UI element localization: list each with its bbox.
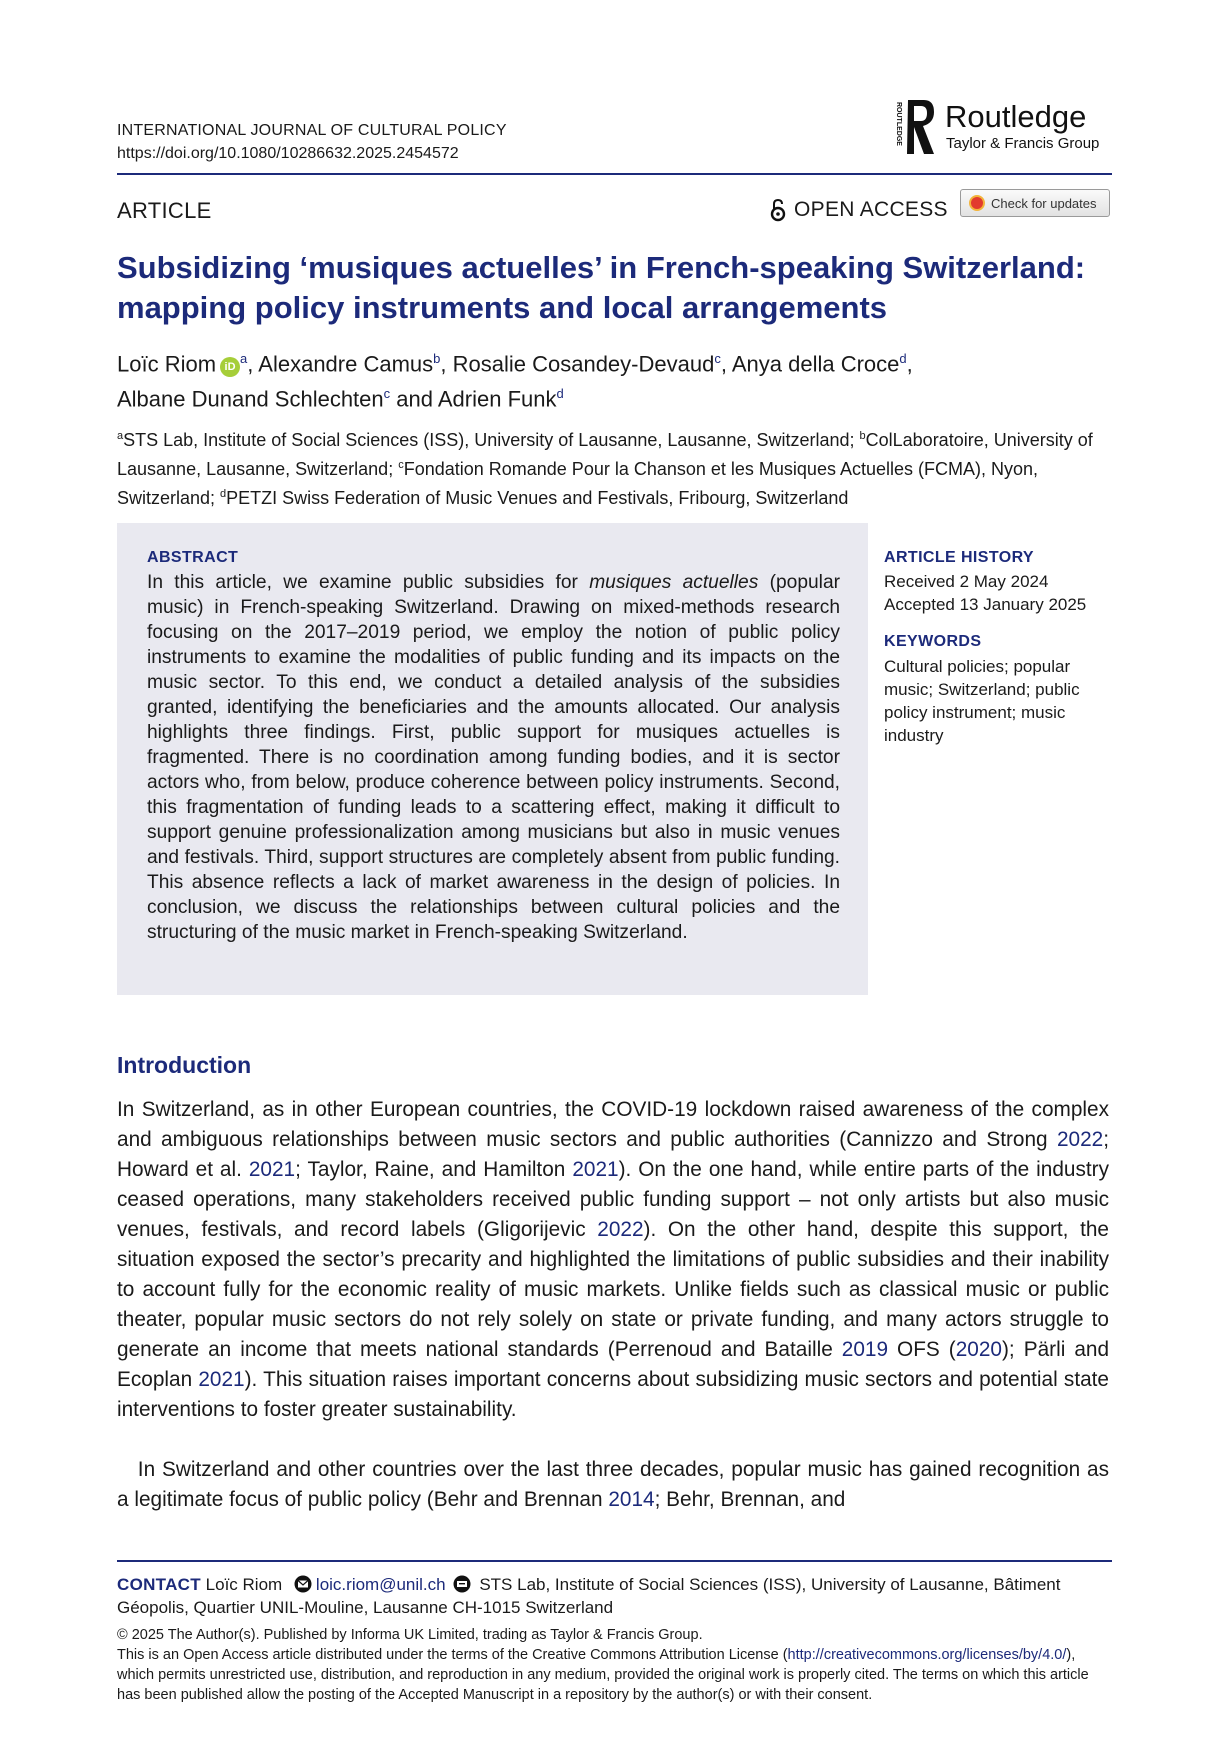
- publisher-name: Routledge: [945, 99, 1087, 134]
- affiliations: [117, 424, 1117, 511]
- author-name[interactable]: , Rosalie Cosandey-Devaud: [440, 351, 715, 377]
- citation-link[interactable]: 2020: [955, 1338, 1002, 1361]
- abstract-text: In this article, we examine public subsidies for musiques actuelles (popular music) in French-speaking Switzerland. Drawing on mixed-methods research focusing on the 2017–2019 period, we employ the notion of public policy instruments to examine the modalities of public funding and its impacts on the music sector. To this end, we conduct a detailed analysis of the subsidies granted, identifying the beneficiaries and the amounts allocated. Our analysis highlights three findings. First, public support for musiques actuelles is fragmented. There is no coordination among funding bodies, and it is sector actors who, from below, produce coherence between policy instruments. Second, this fragmentation of funding leads to a scattering effect, making it difficult to support genuine professionalization among musicians but also in music venues and festivals. Third, support structures are completely absent from public funding. This absence reflects a lack of market awareness in the design of policies. In conclusion, we discuss the relationships between cultural policies and the structuring of the music market in French-speaking Switzerland.: [147, 572, 841, 943]
- citation-link[interactable]: 2022: [597, 1218, 644, 1241]
- publisher-logo[interactable]: [890, 96, 1112, 160]
- affil-marker: a: [117, 430, 124, 442]
- email-link[interactable]: loic.riom@unil.ch: [315, 1575, 446, 1594]
- check-updates-label: Check for updates: [991, 195, 1097, 211]
- citation-link[interactable]: 2014: [608, 1488, 655, 1511]
- license-text: This is an Open Access article distributed under the terms of the Creative Commons Attribution License (http://creativecommons.org/licenses/by/4.0/), which permits unrestricted use, distribution, and reproduction in any medium, provided the original work is properly cited. The terms on which this article has been published allow the posting of the Accepted Manuscript in a repository by the author(s) or with their consent.: [117, 1647, 1089, 1703]
- affil-marker: c: [714, 351, 721, 366]
- address-icon: [452, 1575, 472, 1593]
- article-title: [117, 248, 1117, 328]
- intro-paragraph-2: In Switzerland and other countries over the last three decades, popular music has gained recognition as a legitimate focus of public policy (Behr and Brennan 2014; Behr, Brennan, and: [117, 1458, 1109, 1511]
- affil-marker: d: [220, 488, 227, 500]
- affil-marker: b: [433, 351, 441, 366]
- contact-name: Loïc Riom: [200, 1575, 287, 1594]
- citation-link[interactable]: 2021: [198, 1368, 245, 1391]
- article-type: ARTICLE: [117, 198, 212, 223]
- orcid-icon[interactable]: iD: [220, 357, 240, 377]
- doi-link[interactable]: https://doi.org/10.1080/10286632.2025.2454572: [117, 145, 459, 162]
- open-lock-icon: [770, 198, 786, 222]
- title-line-2: mapping policy instruments and local arrangements: [117, 290, 888, 325]
- author-name[interactable]: , Alexandre Camus: [247, 351, 434, 377]
- abstract-heading: ABSTRACT: [147, 549, 239, 566]
- publisher-group: Taylor & Francis Group: [946, 135, 1100, 152]
- email-icon: [293, 1575, 313, 1593]
- affil-marker: d: [556, 386, 564, 402]
- crossmark-icon: [969, 195, 985, 211]
- history-heading: ARTICLE HISTORY: [884, 549, 1035, 566]
- contact-block: [117, 1573, 1117, 1619]
- copyright: © 2025 The Author(s). Published by Informa UK Limited, trading as Taylor & Francis Group.: [117, 1627, 703, 1643]
- keywords-text: Cultural policies; popular music; Switzerland; public policy instrument; music industry: [884, 657, 1080, 745]
- affil-marker: c: [398, 459, 404, 471]
- author-name[interactable]: Loïc Riom: [117, 351, 217, 377]
- received-date: Received 2 May 2024: [884, 572, 1049, 591]
- author-name[interactable]: and Adrien Funk: [390, 386, 557, 412]
- title-line-1: Subsidizing ‘musiques actuelles’ in French-speaking Switzerland:: [117, 250, 1086, 285]
- routledge-logo-icon: [890, 96, 936, 160]
- author-name[interactable]: , Anya della Croce: [720, 351, 900, 377]
- author-list: [117, 344, 1117, 415]
- citation-link[interactable]: 2021: [572, 1158, 619, 1181]
- section-heading-introduction: Introduction: [117, 1052, 252, 1078]
- open-access-label: OPEN ACCESS: [794, 198, 948, 221]
- check-updates-button[interactable]: [960, 189, 1110, 217]
- logo-vertical-text: ROUTLEDGE: [895, 102, 902, 146]
- open-access-badge: [770, 196, 948, 224]
- author-separator: ,: [906, 351, 913, 377]
- citation-link[interactable]: 2022: [1056, 1128, 1104, 1151]
- citation-link[interactable]: 2019: [841, 1338, 889, 1361]
- footer-rule: [117, 1560, 1112, 1562]
- intro-paragraph-1: In Switzerland, as in other European countries, the COVID-19 lockdown raised awareness of the complex and ambiguous relationships between music sectors and public authorities (Cannizzo and Strong 2022; Howard et al. 2021; Taylor, Raine, and Hamilton 2021). On the one hand, while entire parts of the industry ceased operations, many stakeholders received public funding support – not only artists but also music venues, festivals, and record labels (Gligorijevic 2022). On the other hand, despite this support, the situation exposed the sector’s precarity and highlighted the limitations of public subsidies and their inability to account fully for the economic reality of music markets. Unlike fields such as classical music or public theater, popular music sectors do not rely solely on state or private funding, and many actors struggle to generate an income that meets national standards (Perrenoud and Bataille 2019 OFS (2020); Pärli and Ecoplan 2021). This situation raises important concerns about subsidizing music sectors and potential state interventions to foster greater sustainability.: [117, 1098, 1110, 1421]
- accepted-date: Accepted 13 January 2025: [884, 595, 1087, 614]
- affil-marker: a: [240, 351, 248, 366]
- author-name[interactable]: Albane Dunand Schlechten: [117, 386, 384, 412]
- affil-marker: c: [383, 386, 391, 402]
- journal-name: INTERNATIONAL JOURNAL OF CULTURAL POLICY: [117, 122, 507, 139]
- contact-label: CONTACT: [117, 1575, 201, 1594]
- affiliation-text: Fondation Romande Pour la Chanson et les Musiques Actuelles (FCMA), Nyon, Switzerland;: [117, 459, 1039, 508]
- citation-link[interactable]: 2021: [248, 1158, 296, 1181]
- affiliation-text: ColLaboratoire, University of Lausanne, Lausanne, Switzerland;: [117, 430, 1093, 479]
- affil-marker: b: [859, 430, 866, 442]
- affiliation-text: PETZI Swiss Federation of Music Venues and Festivals, Fribourg, Switzerland: [226, 488, 849, 508]
- contact-address: STS Lab, Institute of Social Sciences (ISS), University of Lausanne, Bâtiment Géopolis, Quartier UNIL-Mouline, Lausanne CH-1015 Switzerland: [117, 1575, 1061, 1617]
- keywords-heading: KEYWORDS: [884, 633, 982, 650]
- affil-marker: d: [899, 351, 907, 366]
- affiliation-text: STS Lab, Institute of Social Sciences (ISS), University of Lausanne, Lausanne, Switzerland;: [123, 430, 860, 450]
- abstract-italic: musiques actuelles: [589, 572, 759, 593]
- header-rule: [117, 173, 1112, 175]
- license-link[interactable]: http://creativecommons.org/licenses/by/4.0/: [787, 1647, 1067, 1663]
